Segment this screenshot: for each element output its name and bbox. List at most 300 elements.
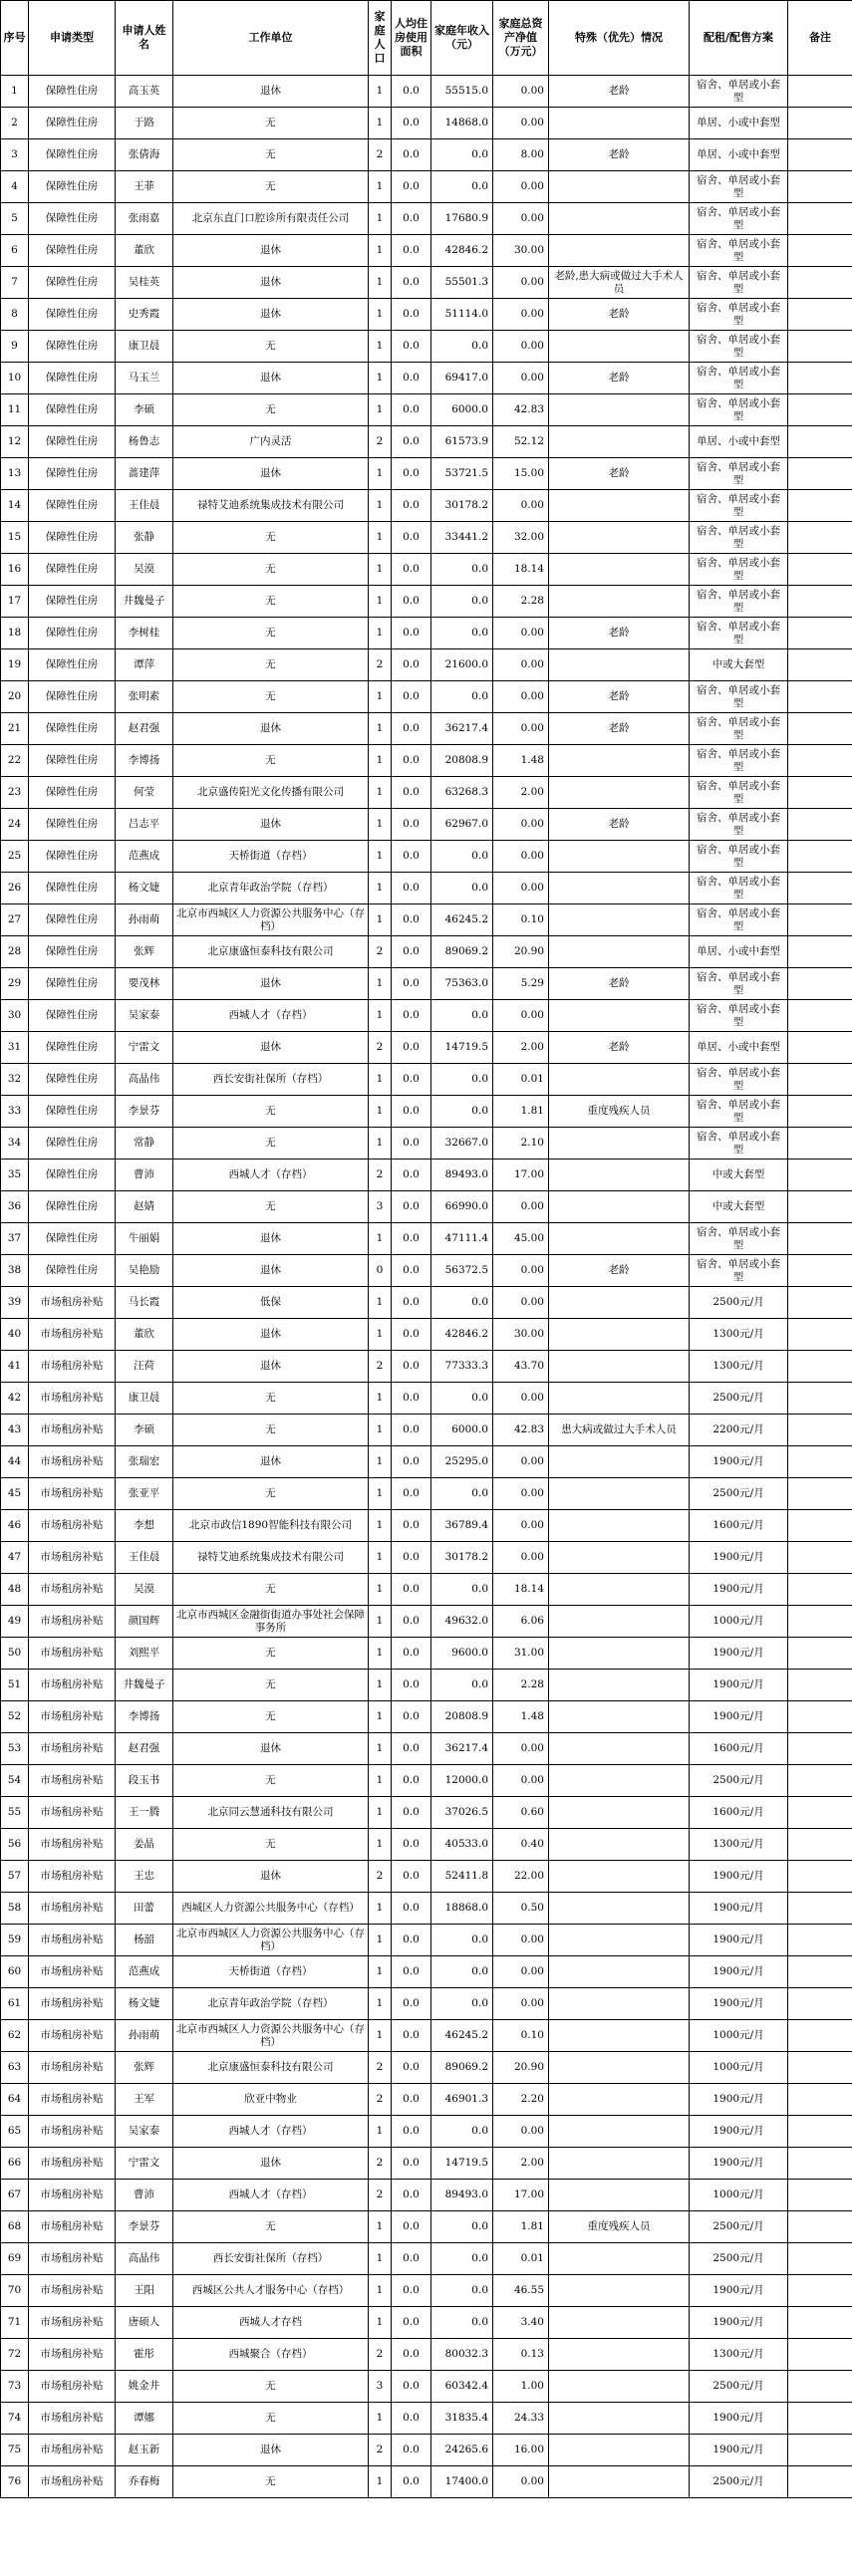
cell-area: 0.0	[392, 2339, 431, 2371]
table-row	[1, 554, 852, 586]
cell-assets: 2.28	[493, 1670, 549, 1701]
cell-no: 36	[1, 1191, 29, 1223]
cell-pop: 1	[369, 108, 392, 139]
cell-type: 市场租房补贴	[29, 2180, 116, 2211]
cell-note	[788, 2211, 852, 2243]
cell-income: 0.0	[431, 331, 493, 363]
cell-income: 63268.3	[431, 777, 493, 809]
cell-note	[788, 1383, 852, 1415]
cell-name: 马玉兰	[116, 363, 173, 394]
cell-unit: 无	[173, 618, 369, 649]
cell-assets: 0.00	[493, 1287, 549, 1319]
cell-pop: 3	[369, 2371, 392, 2403]
cell-unit: 无	[173, 2211, 369, 2243]
cell-type: 保障性住房	[29, 1255, 116, 1287]
cell-income: 21600.0	[431, 649, 493, 681]
cell-type: 保障性住房	[29, 1191, 116, 1223]
cell-name: 井魏曼子	[116, 1670, 173, 1701]
cell-area: 0.0	[392, 426, 431, 458]
cell-name: 王佳晨	[116, 1542, 173, 1574]
cell-income: 0.0	[431, 2116, 493, 2148]
table-row	[1, 1064, 852, 1096]
cell-note	[788, 2339, 852, 2371]
cell-assets: 0.01	[493, 2243, 549, 2275]
cell-note	[788, 904, 852, 936]
cell-pop: 1	[369, 76, 392, 108]
cell-assets: 0.00	[493, 1255, 549, 1287]
cell-name: 马长霞	[116, 1287, 173, 1319]
cell-plan: 宿舍、单居或小套型	[690, 171, 788, 203]
header-plan: 配租/配售方案	[690, 1, 788, 76]
table-row	[1, 745, 852, 777]
cell-plan: 宿舍、单居或小套型	[690, 394, 788, 426]
cell-note	[788, 841, 852, 873]
cell-plan: 1300元/月	[690, 2339, 788, 2371]
cell-area: 0.0	[392, 1446, 431, 1478]
cell-plan: 宿舍、单居或小套型	[690, 235, 788, 267]
cell-plan: 1900元/月	[690, 2116, 788, 2148]
table-row	[1, 235, 852, 267]
cell-income: 46901.3	[431, 2084, 493, 2116]
cell-plan: 2500元/月	[690, 1478, 788, 1510]
cell-special	[549, 1829, 690, 1861]
cell-name: 宁雷文	[116, 1032, 173, 1064]
cell-special	[549, 203, 690, 235]
cell-special	[549, 1191, 690, 1223]
cell-unit: 广内灵活	[173, 426, 369, 458]
cell-area: 0.0	[392, 363, 431, 394]
cell-type: 保障性住房	[29, 1128, 116, 1159]
cell-special	[549, 235, 690, 267]
cell-special	[549, 2275, 690, 2307]
table-row	[1, 1606, 852, 1638]
cell-no: 15	[1, 522, 29, 554]
cell-pop: 1	[369, 458, 392, 490]
cell-plan: 1900元/月	[690, 1893, 788, 1925]
cell-type: 市场租房补贴	[29, 1701, 116, 1733]
cell-no: 31	[1, 1032, 29, 1064]
cell-type: 市场租房补贴	[29, 1606, 116, 1638]
cell-pop: 1	[369, 1000, 392, 1032]
cell-assets: 1.81	[493, 2211, 549, 2243]
cell-type: 保障性住房	[29, 1032, 116, 1064]
cell-note	[788, 1574, 852, 1606]
cell-note	[788, 1478, 852, 1510]
cell-unit: 北京盛传阳光文化传播有限公司	[173, 777, 369, 809]
cell-note	[788, 363, 852, 394]
cell-special	[549, 1893, 690, 1925]
header-no: 序号	[1, 1, 29, 76]
table-row	[1, 1701, 852, 1733]
cell-no: 33	[1, 1096, 29, 1128]
cell-special	[549, 2403, 690, 2435]
cell-area: 0.0	[392, 2371, 431, 2403]
cell-special	[549, 522, 690, 554]
cell-name: 张静	[116, 522, 173, 554]
cell-name: 曹沛	[116, 2180, 173, 2211]
cell-assets: 0.00	[493, 2116, 549, 2148]
table-row	[1, 1893, 852, 1925]
cell-note	[788, 331, 852, 363]
cell-no: 67	[1, 2180, 29, 2211]
cell-name: 李景芬	[116, 2211, 173, 2243]
cell-special	[549, 1446, 690, 1478]
cell-pop: 1	[369, 1701, 392, 1733]
cell-pop: 1	[369, 394, 392, 426]
cell-assets: 0.00	[493, 1191, 549, 1223]
cell-unit: 无	[173, 2466, 369, 2498]
cell-pop: 2	[369, 2339, 392, 2371]
cell-name: 赵君强	[116, 713, 173, 745]
cell-no: 2	[1, 108, 29, 139]
cell-unit: 退休	[173, 1032, 369, 1064]
cell-unit: 北京市西城区人力资源公共服务中心（存档）	[173, 2020, 369, 2052]
cell-income: 55501.3	[431, 267, 493, 299]
table-row	[1, 1383, 852, 1415]
cell-no: 26	[1, 873, 29, 904]
cell-note	[788, 426, 852, 458]
cell-no: 7	[1, 267, 29, 299]
cell-assets: 0.00	[493, 713, 549, 745]
cell-unit: 无	[173, 586, 369, 618]
cell-area: 0.0	[392, 936, 431, 968]
cell-name: 李博扬	[116, 745, 173, 777]
cell-no: 44	[1, 1446, 29, 1478]
cell-area: 0.0	[392, 1510, 431, 1542]
cell-unit: 退休	[173, 1223, 369, 1255]
cell-no: 32	[1, 1064, 29, 1096]
cell-area: 0.0	[392, 522, 431, 554]
cell-area: 0.0	[392, 1415, 431, 1446]
cell-income: 20808.9	[431, 745, 493, 777]
cell-area: 0.0	[392, 490, 431, 522]
cell-special: 老龄,患大病或做过大手术人员	[549, 267, 690, 299]
cell-plan: 宿舍、单居或小套型	[690, 554, 788, 586]
cell-no: 65	[1, 2116, 29, 2148]
cell-assets: 0.50	[493, 1893, 549, 1925]
cell-name: 吴家泰	[116, 1000, 173, 1032]
table-row	[1, 1574, 852, 1606]
cell-note	[788, 713, 852, 745]
cell-plan: 1900元/月	[690, 1670, 788, 1701]
table-row	[1, 936, 852, 968]
cell-special	[549, 2180, 690, 2211]
cell-special	[549, 1701, 690, 1733]
cell-name: 吴漠	[116, 554, 173, 586]
cell-plan: 宿舍、单居或小套型	[690, 1223, 788, 1255]
cell-note	[788, 2466, 852, 2498]
cell-plan: 宿舍、单居或小套型	[690, 203, 788, 235]
cell-plan: 1900元/月	[690, 1446, 788, 1478]
cell-assets: 8.00	[493, 139, 549, 171]
cell-unit: 无	[173, 139, 369, 171]
table-row	[1, 331, 852, 363]
cell-special	[549, 1956, 690, 1988]
cell-no: 72	[1, 2339, 29, 2371]
cell-name: 高晶伟	[116, 2243, 173, 2275]
cell-name: 李博扬	[116, 1701, 173, 1733]
cell-income: 66990.0	[431, 1191, 493, 1223]
cell-name: 曹沛	[116, 1159, 173, 1191]
table-row	[1, 1032, 852, 1064]
cell-no: 9	[1, 331, 29, 363]
cell-assets: 0.00	[493, 1733, 549, 1765]
cell-note	[788, 1606, 852, 1638]
cell-special	[549, 1988, 690, 2020]
cell-note	[788, 2275, 852, 2307]
cell-note	[788, 554, 852, 586]
cell-no: 75	[1, 2435, 29, 2466]
cell-no: 47	[1, 1542, 29, 1574]
cell-unit: 天桥街道（存档）	[173, 1956, 369, 1988]
cell-type: 保障性住房	[29, 394, 116, 426]
cell-income: 42846.2	[431, 1319, 493, 1351]
cell-assets: 2.20	[493, 2084, 549, 2116]
cell-assets: 1.00	[493, 2371, 549, 2403]
cell-area: 0.0	[392, 1159, 431, 1191]
cell-type: 保障性住房	[29, 586, 116, 618]
table-row	[1, 1542, 852, 1574]
cell-assets: 0.00	[493, 1956, 549, 1988]
cell-pop: 1	[369, 2243, 392, 2275]
cell-plan: 宿舍、单居或小套型	[690, 76, 788, 108]
cell-no: 42	[1, 1383, 29, 1415]
cell-name: 李想	[116, 1510, 173, 1542]
cell-type: 市场租房补贴	[29, 1383, 116, 1415]
cell-pop: 1	[369, 235, 392, 267]
cell-plan: 2500元/月	[690, 2371, 788, 2403]
cell-area: 0.0	[392, 1383, 431, 1415]
cell-income: 14719.5	[431, 1032, 493, 1064]
cell-no: 51	[1, 1670, 29, 1701]
cell-type: 市场租房补贴	[29, 2148, 116, 2180]
cell-name: 杨韶	[116, 1925, 173, 1956]
cell-special	[549, 1925, 690, 1956]
table-row	[1, 2084, 852, 2116]
cell-type: 市场租房补贴	[29, 2435, 116, 2466]
cell-unit: 无	[173, 2371, 369, 2403]
cell-special	[549, 426, 690, 458]
cell-type: 市场租房补贴	[29, 2339, 116, 2371]
cell-special	[549, 1383, 690, 1415]
cell-type: 市场租房补贴	[29, 1351, 116, 1383]
cell-note	[788, 1128, 852, 1159]
cell-special	[549, 1000, 690, 1032]
cell-note	[788, 139, 852, 171]
cell-area: 0.0	[392, 1829, 431, 1861]
cell-special	[549, 649, 690, 681]
cell-income: 62967.0	[431, 809, 493, 841]
cell-assets: 0.01	[493, 1064, 549, 1096]
cell-plan: 1000元/月	[690, 1606, 788, 1638]
cell-special: 老龄	[549, 1032, 690, 1064]
cell-area: 0.0	[392, 1638, 431, 1670]
cell-note	[788, 649, 852, 681]
cell-special	[549, 1478, 690, 1510]
cell-area: 0.0	[392, 1606, 431, 1638]
cell-special	[549, 1574, 690, 1606]
cell-assets: 0.00	[493, 1765, 549, 1797]
cell-name: 孙雨萌	[116, 2020, 173, 2052]
cell-name: 宁雷文	[116, 2148, 173, 2180]
cell-note	[788, 1000, 852, 1032]
cell-income: 52411.8	[431, 1861, 493, 1893]
cell-unit: 北京东直门口腔诊所有限责任公司	[173, 203, 369, 235]
cell-plan: 1600元/月	[690, 1510, 788, 1542]
cell-unit: 无	[173, 1128, 369, 1159]
table-row	[1, 649, 852, 681]
cell-assets: 1.81	[493, 1096, 549, 1128]
cell-name: 王一腾	[116, 1797, 173, 1829]
cell-special	[549, 1128, 690, 1159]
cell-income: 25295.0	[431, 1446, 493, 1478]
cell-income: 0.0	[431, 1383, 493, 1415]
cell-income: 56372.5	[431, 1255, 493, 1287]
cell-pop: 1	[369, 2307, 392, 2339]
cell-type: 市场租房补贴	[29, 2275, 116, 2307]
cell-assets: 0.13	[493, 2339, 549, 2371]
cell-special	[549, 777, 690, 809]
table-row	[1, 108, 852, 139]
cell-unit: 西长安街社保所（存档）	[173, 2243, 369, 2275]
cell-type: 保障性住房	[29, 1064, 116, 1096]
table-row	[1, 2116, 852, 2148]
cell-type: 保障性住房	[29, 1159, 116, 1191]
cell-unit: 无	[173, 1478, 369, 1510]
cell-type: 保障性住房	[29, 1223, 116, 1255]
cell-special: 重度残疾人员	[549, 1096, 690, 1128]
cell-plan: 1900元/月	[690, 1638, 788, 1670]
cell-pop: 1	[369, 841, 392, 873]
cell-type: 市场租房补贴	[29, 2020, 116, 2052]
cell-no: 76	[1, 2466, 29, 2498]
cell-name: 赵婧	[116, 1191, 173, 1223]
cell-type: 保障性住房	[29, 458, 116, 490]
cell-income: 37026.5	[431, 1797, 493, 1829]
cell-unit: 无	[173, 681, 369, 713]
cell-name: 吕志平	[116, 809, 173, 841]
cell-plan: 宿舍、单居或小套型	[690, 777, 788, 809]
cell-unit: 退休	[173, 76, 369, 108]
cell-special: 老龄	[549, 458, 690, 490]
cell-type: 市场租房补贴	[29, 1765, 116, 1797]
cell-plan: 2500元/月	[690, 1287, 788, 1319]
cell-no: 41	[1, 1351, 29, 1383]
cell-name: 颜国辉	[116, 1606, 173, 1638]
cell-pop: 1	[369, 363, 392, 394]
cell-type: 市场租房补贴	[29, 2084, 116, 2116]
cell-unit: 无	[173, 1701, 369, 1733]
cell-no: 60	[1, 1956, 29, 1988]
cell-unit: 北京青年政治学院（存档）	[173, 873, 369, 904]
cell-special	[549, 2435, 690, 2466]
cell-special	[549, 2339, 690, 2371]
cell-income: 0.0	[431, 2275, 493, 2307]
cell-income: 89069.2	[431, 936, 493, 968]
cell-income: 47111.4	[431, 1223, 493, 1255]
cell-no: 57	[1, 1861, 29, 1893]
table-row	[1, 1797, 852, 1829]
table-row	[1, 1351, 852, 1383]
cell-unit: 无	[173, 1415, 369, 1446]
cell-note	[788, 1319, 852, 1351]
header-note: 备注	[788, 1, 852, 76]
cell-no: 16	[1, 554, 29, 586]
cell-special	[549, 1064, 690, 1096]
table-row	[1, 1319, 852, 1351]
cell-type: 保障性住房	[29, 873, 116, 904]
table-row	[1, 522, 852, 554]
cell-pop: 1	[369, 681, 392, 713]
cell-special: 老龄	[549, 968, 690, 1000]
cell-income: 89493.0	[431, 2180, 493, 2211]
cell-type: 市场租房补贴	[29, 2052, 116, 2084]
cell-pop: 1	[369, 618, 392, 649]
cell-type: 保障性住房	[29, 171, 116, 203]
table-row	[1, 1415, 852, 1446]
cell-note	[788, 2371, 852, 2403]
cell-pop: 1	[369, 1319, 392, 1351]
cell-area: 0.0	[392, 1542, 431, 1574]
cell-unit: 无	[173, 171, 369, 203]
cell-assets: 0.00	[493, 490, 549, 522]
cell-type: 保障性住房	[29, 108, 116, 139]
cell-assets: 6.06	[493, 1606, 549, 1638]
cell-assets: 17.00	[493, 1159, 549, 1191]
cell-plan: 宿舍、单居或小套型	[690, 1000, 788, 1032]
table-row	[1, 1510, 852, 1542]
cell-unit: 西城人才存档	[173, 2307, 369, 2339]
cell-type: 市场租房补贴	[29, 1287, 116, 1319]
cell-income: 14868.0	[431, 108, 493, 139]
cell-pop: 1	[369, 522, 392, 554]
header-pop: 家庭人口	[369, 1, 392, 76]
cell-unit: 退休	[173, 235, 369, 267]
cell-special: 老龄	[549, 363, 690, 394]
table-row	[1, 904, 852, 936]
cell-area: 0.0	[392, 2180, 431, 2211]
cell-assets: 3.40	[493, 2307, 549, 2339]
cell-no: 43	[1, 1415, 29, 1446]
cell-special	[549, 2466, 690, 2498]
cell-name: 高晶伟	[116, 1064, 173, 1096]
table-row	[1, 1670, 852, 1701]
cell-pop: 1	[369, 2211, 392, 2243]
table-row	[1, 809, 852, 841]
cell-pop: 1	[369, 1925, 392, 1956]
cell-no: 38	[1, 1255, 29, 1287]
cell-special: 老龄	[549, 139, 690, 171]
cell-pop: 1	[369, 1606, 392, 1638]
cell-area: 0.0	[392, 1319, 431, 1351]
table-row	[1, 1000, 852, 1032]
cell-type: 保障性住房	[29, 554, 116, 586]
cell-plan: 单居、小或中套型	[690, 1032, 788, 1064]
cell-area: 0.0	[392, 1765, 431, 1797]
cell-note	[788, 1287, 852, 1319]
cell-assets: 0.00	[493, 809, 549, 841]
cell-note	[788, 1797, 852, 1829]
cell-plan: 2500元/月	[690, 1383, 788, 1415]
cell-name: 范燕成	[116, 841, 173, 873]
table-row	[1, 2275, 852, 2307]
cell-pop: 1	[369, 1893, 392, 1925]
cell-name: 蔷建萍	[116, 458, 173, 490]
table-row	[1, 203, 852, 235]
cell-area: 0.0	[392, 1861, 431, 1893]
cell-pop: 2	[369, 2180, 392, 2211]
cell-area: 0.0	[392, 1255, 431, 1287]
